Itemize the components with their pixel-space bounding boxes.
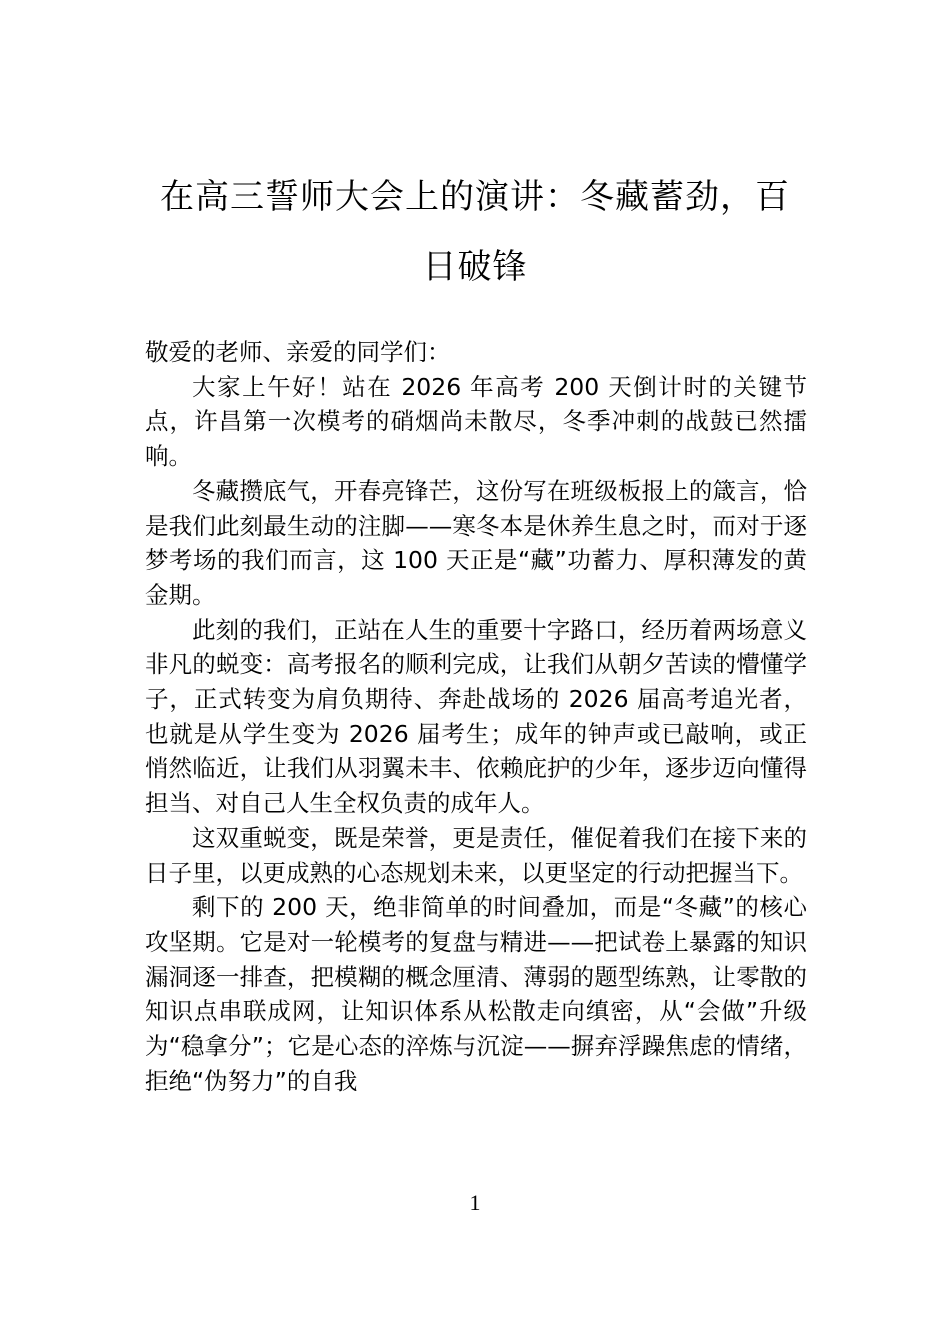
page-number: 1 xyxy=(469,1190,481,1215)
document-body xyxy=(145,335,807,1098)
paragraph-2: 冬藏攒底气，开春亮锋芒，这份写在班级板报上的箴言，恰是我们此刻最生动的注脚——寒冬本是休养生息之时，而对于逐梦考场的我们而言，这 100 天正是“藏”功蓄力、厚积薄发的黄金期。 xyxy=(145,476,807,609)
title-line-1: 在高三誓师大会上的演讲：冬藏蓄劲，百 xyxy=(160,177,790,217)
paragraph-5: 剩下的 200 天，绝非简单的时间叠加，而是“冬藏”的核心攻坚期。它是对一轮模考的复盘与精进——把试卷上暴露的知识漏洞逐一排查，把模糊的概念厘清、薄弱的题型练熟，让零散的知识点串联成网，让知识体系从松散走向缜密，从“会做”升级为“稳拿分”；它是心态的淬炼与沉淀——摒弃浮躁焦虑的情绪，拒绝“伪努力”的自我 xyxy=(145,893,807,1095)
title-line-2: 日破锋 xyxy=(422,247,528,287)
salutation: 敬爱的老师、亲爱的同学们： xyxy=(145,338,451,366)
paragraph-1: 大家上午好！站在 2026 年高考 200 天倒计时的关键节点，许昌第一次模考的硝烟尚未散尽，冬季冲刺的战鼓已然擂响。 xyxy=(145,372,807,471)
paragraph-4: 这双重蜕变，既是荣誉，更是责任，催促着我们在接下来的日子里，以更成熟的心态规划未来，以更坚定的行动把握当下。 xyxy=(145,823,807,887)
document-title xyxy=(145,162,805,302)
paragraph-3: 此刻的我们，正站在人生的重要十字路口，经历着两场意义非凡的蜕变：高考报名的顺利完成，让我们从朝夕苦读的懵懂学子，正式转变为肩负期待、奔赴战场的 2026 届高考追光者，也就是从学生变为 2026 届考生；成年的钟声或已敲响，或正悄然临近，让我们从羽翼未丰、依赖庇护的少年，逐步迈向懂得担当、对自己人生全权负责的成年人。 xyxy=(145,615,807,818)
